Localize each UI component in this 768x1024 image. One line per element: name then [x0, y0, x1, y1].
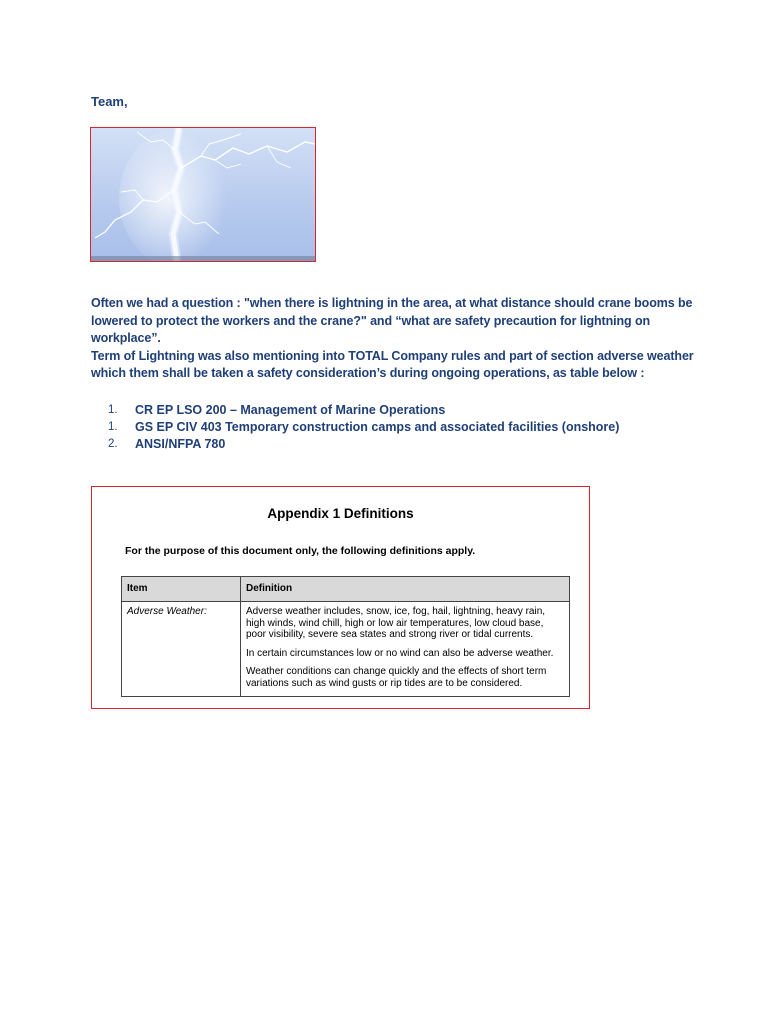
rules-paragraph: Term of Lightning was also mentioning into TOTAL Company rules and part of section adverse weather which them shall be taken a safety consideration’s during ongoing operations, as table below :: [91, 348, 694, 380]
appendix-intro: For the purpose of this document only, the following definitions apply.: [125, 545, 476, 557]
appendix-excerpt: [91, 486, 590, 709]
question-paragraph: Often we had a question : "when there is lightning in the area, at what distance should crane booms be lowered to protect the workers and the crane?" and “what are safety precaution for lightning on workplace”.: [91, 296, 693, 345]
reference-text: GS EP CIV 403 Temporary construction camps and associated facilities (onshore): [135, 420, 620, 434]
header-item: Item: [122, 577, 241, 602]
reference-list: [108, 402, 619, 453]
reference-item: [108, 436, 619, 453]
reference-number: 2.: [108, 438, 118, 450]
body-text: [91, 295, 701, 383]
appendix-title: Appendix 1 Definitions: [267, 506, 414, 521]
table-row: [122, 602, 570, 697]
reference-text: CR EP LSO 200 – Management of Marine Operations: [135, 403, 446, 417]
row-item: Adverse Weather:: [122, 602, 241, 697]
reference-number: 1.: [108, 404, 118, 416]
definition-paragraph: Adverse weather includes, snow, ice, fog, hail, lightning, heavy rain, high winds, wind chill, high or low air temperatures, low cloud base, poor visibility, severe sea states and strong river or tidal currents.: [246, 606, 546, 640]
row-definition: [241, 602, 570, 697]
reference-number: 1.: [108, 421, 118, 433]
definitions-table: [121, 576, 570, 697]
greeting: Team,: [91, 94, 128, 109]
header-definition: Definition: [241, 577, 570, 602]
lightning-photo: [90, 127, 316, 262]
reference-item: [108, 402, 619, 419]
reference-item: [108, 419, 619, 436]
definition-paragraph: Weather conditions can change quickly and the effects of short term variations such as wind gusts or rip tides are to be considered.: [246, 666, 547, 689]
reference-text: ANSI/NFPA 780: [135, 437, 226, 451]
table-header-row: [122, 577, 570, 602]
definition-paragraph: In certain circumstances low or no wind can also be adverse weather.: [246, 647, 554, 659]
